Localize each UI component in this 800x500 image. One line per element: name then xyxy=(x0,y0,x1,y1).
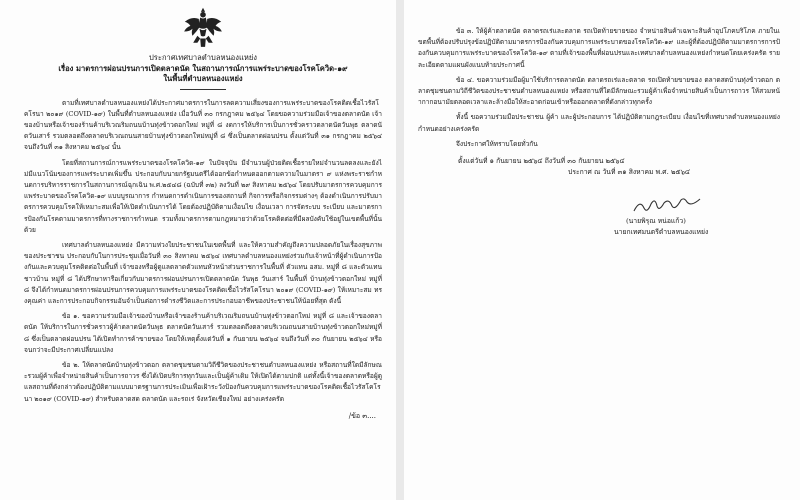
date-block xyxy=(418,156,780,178)
garuda-emblem-icon xyxy=(182,6,224,50)
effective-period: ตั้งแต่วันที่ ๑ กันยายน ๒๕๖๔ ถึงวันที่ ๓๐ กันยายน ๒๕๖๔ xyxy=(458,157,625,166)
handwritten-signature-icon xyxy=(630,198,708,216)
cooperation-paragraph: ทั้งนี้ ขอความร่วมมือประชาชน ผู้ค้า และผู้ประกอบการ ได้ปฏิบัติตามกฎระเบียบ เงื่อนไขที่เทศบาลตำบลหนองแหย่ง กำหนดอย่างเคร่งครัด xyxy=(418,113,780,133)
clause-1-paragraph: ข้อ ๑. ขอความร่วมมือเจ้าของบ้านหรือเจ้าของร้านค้าบริเวณริมถนนบ้านทุ่งข้าวตอกใหม่ หมู่ที่ ๘ และเจ้าของตลาดนัด ให้บริการในการชั่วคราวผู้ค้าตลาดนัดวันพุธ ตลาดนัดวันเสาร์ รวมตลอดถึงตลาดบริเวณถนนสายบ้านทุ่งข้าวตอกใหม่หมู่ที่ ๘ ซึ่งเป็นตลาดผ่อนปรน ได้เปิดทำการค้าขายของ โดยให้เหตุตั้งแต่วันที่ ๑ กันยายน ๒๕๖๔ จนถึงวันที่ ๓๐ กันยายน ๒๕๖๔ หรือจนกว่าจะมีประกาศเปลี่ยนแปลง xyxy=(24,312,382,354)
title-divider xyxy=(180,89,226,90)
area-line: ในพื้นที่ตำบลหนองแหย่ง xyxy=(163,74,243,83)
clause-3-paragraph: ข้อ ๓. ให้ผู้ค้าตลาดนัด ตลาดรถเร่และตลาด รถเปิดท้ายขายของ จำหน่ายสินค้าเฉพาะสินค้าอุปโภคบริโภค ภายในเขตพื้นที่ต้องปรับปรุงข้อปฏิบัติตามมาตรการป้องกันควบคุมการแพร่ระบาดของโรคโควิด-๑๙ และผู้ที่ต้องปฏิบัติตามมาตรการการป้องกันควบคุมการแพร่ระบาดของโรคโควิด-๑๙ ตามที่เจ้าของพื้นที่ผ่อนปรนและเทศบาลตำบลหนองแหย่งกำหนดโดยเคร่งครัด รายละเอียดตามแผนผังแนบท้ายประกาศนี้ xyxy=(418,27,780,69)
closing-paragraph: จึงประกาศให้ทราบโดยทั่วกัน xyxy=(456,139,538,148)
clause-4-paragraph: ข้อ ๔. ขอความร่วมมือผู้มาใช้บริการตลาดนัด ตลาดรถเร่และตลาด รถเปิดท้ายขายของ ตลาดสดบ้านทุ่งข้าวตอก ตลาดชุมชนตามวิถีชีวิตของประชาชนตำบลหนองแหย่ง หรือสถานที่ใดมีลักษณะรวมผู้ค้าเพื่อจำหน่ายสินค้าเป็นการถาวร ให้สวมหน้ากากอนามัยตลอดเวลาและล้างมือให้สะอาดก่อนเข้าหรือออกตลาดที่ดังกล่าวทุกครั้ง xyxy=(418,75,780,107)
continuation-marker: /ข้อ ๓.... xyxy=(348,411,376,420)
situation-paragraph: โดยที่สถานการณ์การแพร่ระบาดของโรคโควิด-๑๙ ในปัจจุบัน มีจำนวนผู้ป่วยติดเชื้อรายใหม่จำนวนลดลงและยังไม่มีแนวโน้มของการแพร่ระบาดเพิ่มขึ้น ประกอบกับนายกรัฐมนตรีได้ออกข้อกำหนดออกตามความในมาตรา ๙ แห่งพระราชกำหนดการบริหารราชการในสถานการณ์ฉุกเฉิน พ.ศ.๒๕๔๘ (ฉบับที่ ๓๒) ลงวันที่ ๒๙ สิงหาคม ๒๕๖๔ โดยปรับมาตรการควบคุมการแพร่ระบาดของโรคโควิด-๑๙ แบบบูรณาการ กำหนดการดำเนินการของสถานที่ กิจการหรือกิจกรรมต่างๆ ต้องดำเนินการปรับมาตรการควบคุมโรคให้เหมาะสมเพื่อให้เปิดดำเนินการได้ โดยต้องปฏิบัติตามเงื่อนไข เงื่อนเวลา การจัดระบบ ระเบียบ และมาตรการป้องกันโรคตามมาตรการที่ทางราชการกำหนด รวมทั้งมาตรการตามกฎหมายว่าด้วยโรคติดต่อที่มีผลบังคับใช้อยู่ในเขตพื้นที่นั้นด้วย xyxy=(24,158,383,234)
issuer-line: ประกาศเทศบาลตำบลหนองแหย่ง xyxy=(148,53,257,62)
announcement-date: ประกาศ ณ วันที่ ๓๑ สิงหาคม พ.ศ. ๒๕๖๔ xyxy=(568,168,691,177)
background-paragraph: ตามที่เทศบาลตำบลหนองแหย่งได้ประกาศมาตรการในการลดความเสี่ยงของการแพร่ระบาดของโรคติดเชื้อไวรัสโคโรนา ๒๐๑๙ (COVID-๑๙) ในพื้นที่ตำบลหนองแหย่ง เมื่อวันที่ ๓๐ กรกฎาคม ๒๕๖๔ โดยขอความร่วมมือเจ้าของตลาดนัด เจ้าของบ้านหรือเจ้าของร้านค้าบริเวณริมถนนบ้านทุ่งข้าวตอกใหม่ หมู่ที่ ๘ งดการให้บริการเป็นการชั่วคราวตลาดนัดวันพุธ ตลาดนัดวันเสาร์ รวมตลอดถึงตลาดบริเวณถนนสายบ้านทุ่งข้าวตอกใหม่หมู่ที่ ๘ ซึ่งเป็นตลาดผ่อนปรน ตั้งแต่วันที่ ๓๑ กรกฎาคม ๒๕๖๔ จนถึงวันที่ ๓๑ สิงหาคม ๒๕๖๔ นั้น xyxy=(24,98,382,152)
clause-2-paragraph: ข้อ ๒. ให้ตลาดนัดบ้านทุ่งข้าวตอก ตลาดชุมชนตามวิถีชีวิตของประชาชนตำบลหนองแหย่ง หรือสถานที่ใดมีลักษณะรวมผู้ค้าเพื่อจำหน่ายสินค้าเป็นการถาวร ซึ่งได้เปิดบริการทุกวันและเป็นผู้ค้าเดิม ให้เปิดได้ตามปกติ แต่ทั้งนี้เจ้าของตลาดหรือผู้ดูแลสถานที่ดังกล่าวต้องปฏิบัติตามแบบมาตรฐานการประเมินเพื่อเฝ้าระวังป้องกันควบคุมการแพร่ระบาดของโรคติดเชื้อไวรัสโคโรนา ๒๐๑๙ (COVID-๑๙) สำหรับตลาดสด ตลาดนัด และรถเร่ จังหวัดเชียงใหม่ อย่างเคร่งครัด xyxy=(24,360,382,403)
subject-line: เรื่อง มาตรการผ่อนปรนการเปิดตลาดนัด ในสถานการณ์การแพร่ระบาดของโรคโควิด-๑๙ xyxy=(58,63,348,73)
left-page xyxy=(0,0,396,500)
signer-name: (นายพิรุณ หน่อแก้ว) xyxy=(626,217,686,226)
announcement-title-block xyxy=(24,53,382,85)
page-gutter xyxy=(396,0,404,500)
right-page xyxy=(404,0,800,500)
meeting-paragraph: เทศบาลตำบลหนองแหย่ง มีความห่วงใยประชาชนในเขตพื้นที่ และให้ความสำคัญถึงความปลอดภัยในเรื่องสุขภาพของประชาชน ประกอบกับในการประชุมเมื่อวันที่ ๓๐ สิงหาคม ๒๕๖๔ เทศบาลตำบลหนองแหย่งร่วมกับเจ้าหน้าที่ผู้ดำเนินการป้องกันและควบคุมโรคติดต่อในพื้นที่ เจ้าของหรือผู้ดูแลตลาดตัวแทนหัวหน้าส่วนราชการในพื้นที่ ตัวแทน อสม. หมู่ที่ ๘ และตัวแทนชาวบ้าน หมู่ที่ ๘ ได้ปรึกษาหารือเกี่ยวกับมาตรการผ่อนปรนการเปิดตลาดนัด วันพุธ วันเสาร์ ในพื้นที่ บ้านทุ่งข้าวตอกใหม่ หมู่ที่ ๘ จึงได้กำหนดมาตรการผ่อนปรนการควบคุมการแพร่ระบาดของโรคติดเชื้อไวรัสโคโรนา ๒๐๑๙ (COVID-๑๙) ให้เหมาะสม ทรงคุณค่า และการประกอบกิจกรรมอันจำเป็นต่อการดำรงชีวิตและการประกอบอาชีพของประชาชนให้น้อยที่สุด ดังนี้ xyxy=(24,240,382,305)
signer-title: นายกเทศมนตรีตำบลหนองแหย่ง xyxy=(614,228,709,237)
signature-block xyxy=(418,198,780,238)
